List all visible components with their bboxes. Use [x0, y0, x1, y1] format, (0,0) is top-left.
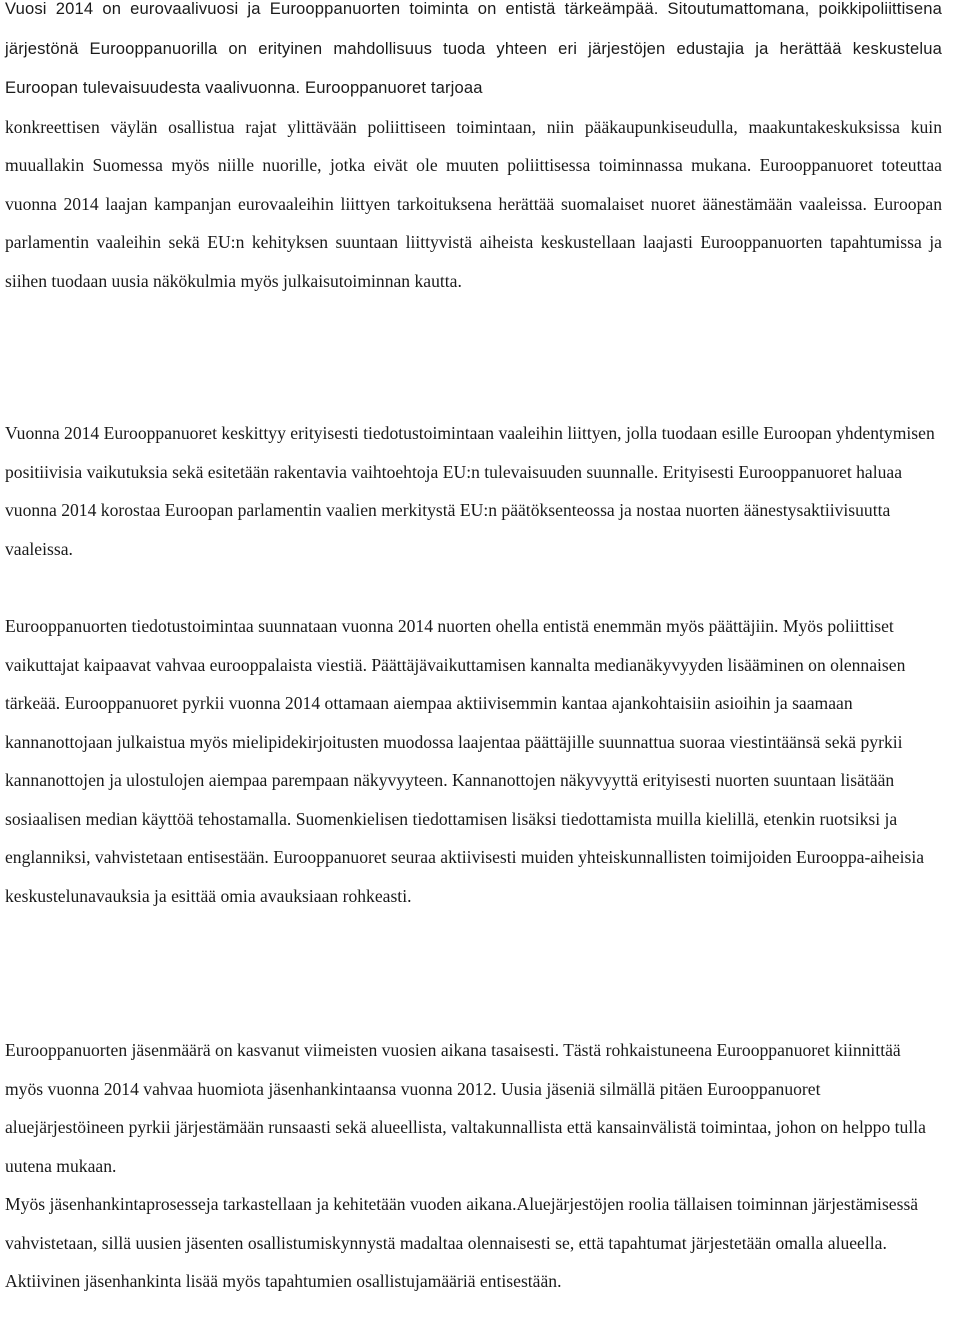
paragraph-tiedotustoiminta: Vuonna 2014 Eurooppanuoret keskittyy erityisesti tiedotustoimintaan vaaleihin liittyen, jolla tuodaan esille Euroopan yhdentymisen positiivisia vaikutuksia sekä esitetään rakentavia vaihtoehtoja EU:n tulevaisuuden suunnalle. Erityisesti Eurooppanuoret haluaa vuonna 2014 korostaa Euroopan parlamentin vaalien merkitystä EU:n päätöksenteossa ja nostaa nuorten äänestysaktiivisuutta vaaleissa.: [5, 423, 935, 559]
paragraph-segment-serif: konkreettisen väylän osallistua rajat ylittävään poliittiseen toimintaan, niin pääkaupunkiseudulla, maakuntakeskuksissa kuin muuallakin Suomessa myös niille nuorille, jotka eivät ole muuten poliittisessa toiminnassa mukana. Eurooppanuoret toteuttaa vuonna 2014 laajan kampanjan eurovaaleihin liittyen tarkoituksena herättää suomalaiset nuoret äänestämään vaaleissa. Euroopan parlamentin vaaleihin sekä EU:n kehityksen suuntaan liittyvistä aiheista keskustellaan laajasti Eurooppanuorten tapahtumissa ja siihen tuodaan uusia näkökulmia myös julkaisutoiminnan kautta.: [5, 116, 942, 291]
paragraph-paattajat: Eurooppanuorten tiedotustoimintaa suunnataan vuonna 2014 nuorten ohella entistä enemmän myös päättäjiin. Myös poliittiset vaikuttajat kaipaavat vahvaa eurooppalaista viestiä. Päättäjävaikuttamisen kannalta medianäkyvyyden lisääminen on olennaisen tärkeää. Eurooppanuoret pyrkii vuonna 2014 ottamaan aiempaa aktiivisemmin kantaa ajankohtaisiin asioihin ja saamaan kannanottojaan julkaistua myös mielipidekirjoitusten muodossa laajentaa päättäjille suunnattua suoraa viestintäänsä sekä pyrkii kannanottojen ja ulostulojen aiempaa parempaan näkyvyyteen. Kannanottojen näkyvyyttä erityisesti nuorten suuntaan lisätään sosiaalisen median käyttöä tehostamalla. Suomenkielisen tiedottamisen lisäksi tiedottamista muilla kielillä, etenkin ruotsiksi ja englanniksi, vahvistetaan entisestään. Eurooppanuoret seuraa aktiivisesti muiden yhteiskunnallisten toimijoiden Eurooppa-aiheisia keskustelunavauksia ja esittää omia avauksiaan rohkeasti.: [5, 616, 925, 906]
paragraph-segment-sans: Vuosi 2014 on eurovaalivuosi ja Eurooppanuorten toiminta on entistä tärkeämpää. Sitoutumattomana, poikkipoliittisena järjestönä Eurooppanuorilla on erityinen mahdollisuus tuoda yhteen eri järjestöjen edustajia ja herättää keskustelua Euroopan tulevaisuudesta vaalivuonna. Eurooppanuoret tarjoaa: [5, 0, 942, 97]
paragraph-eurovaalivuosi: [5, 0, 942, 300]
paragraph-jasenmaara: Eurooppanuorten jäsenmäärä on kasvanut viimeisten vuosien aikana tasaisesti. Tästä rohkaistuneena Eurooppanuoret kiinnittää myös vuonna 2014 vahvaa huomiota jäsenhankintaansa vuonna 2012. Uusia jäseniä silmällä pitäen Eurooppanuoret aluejärjestöineen pyrkii järjestämään runsaasti sekä alueellista, valtakunnallista että kansainvälistä toimintaa, johon on helppo tulla uutena mukaan.: [5, 1040, 926, 1176]
paragraph-jasenhankinta: Myös jäsenhankintaprosesseja tarkastellaan ja kehitetään vuoden aikana.Aluejärjestöjen roolia tällaisen toiminnan järjestämisessä vahvistetaan, sillä uusien jäsenten osallistumiskynnystä madaltaa olennaisesti se, että tapahtumat järjestetään omalla alueella. Aktiivinen jäsenhankinta lisää myös tapahtumien osallistujamääriä entisestään.: [5, 1194, 919, 1291]
